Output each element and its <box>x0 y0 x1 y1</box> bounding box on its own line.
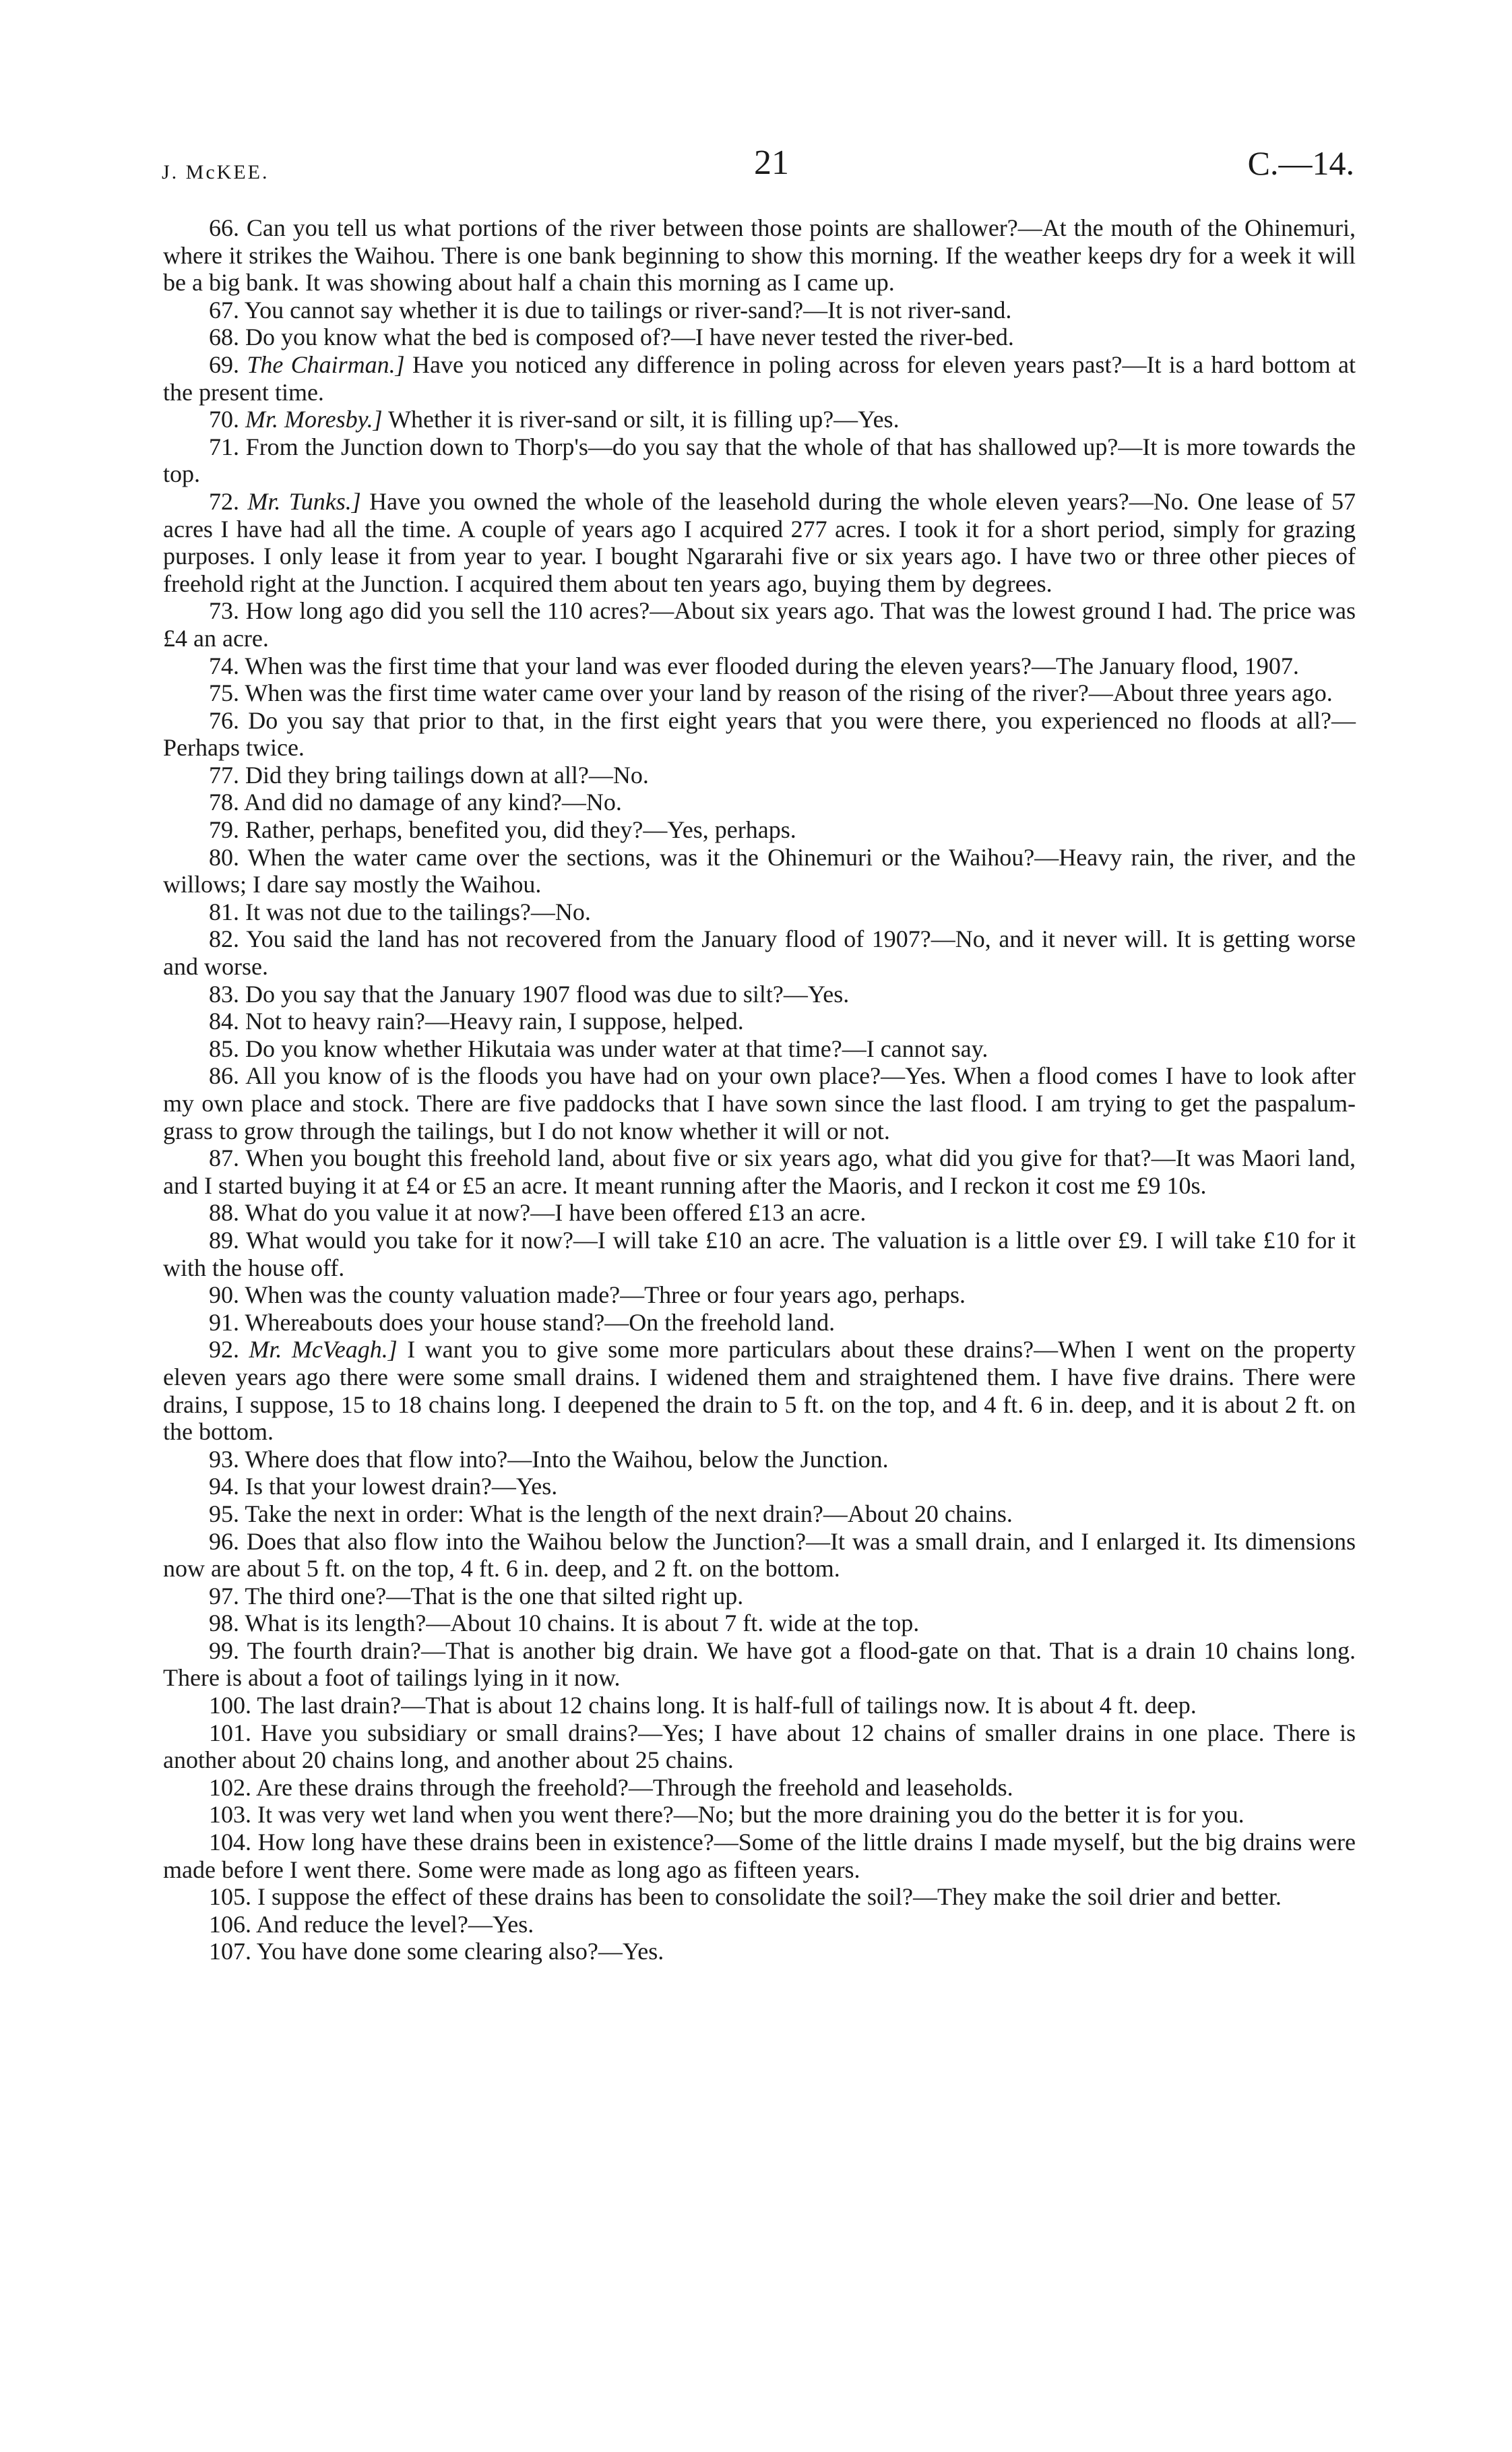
question-number: 70. <box>209 406 239 433</box>
question-answer-text: Rather, perhaps, benefited you, did they?—Yes, perhaps. <box>245 816 796 844</box>
question-answer-paragraph <box>163 844 1356 898</box>
question-answer-paragraph <box>163 1500 1356 1528</box>
question-number: 87. <box>209 1144 239 1172</box>
question-number: 71. <box>209 433 239 460</box>
question-answer-paragraph <box>163 1528 1356 1583</box>
question-answer-text: How long ago did you sell the 110 acres?—About six years ago. That was the lowest ground I had. The price was £4 an acre. <box>163 597 1356 652</box>
question-number: 72. <box>209 487 239 515</box>
question-answer-text: Take the next in order: What is the length of the next drain?—About 20 chains. <box>245 1500 1013 1527</box>
question-number: 92. <box>209 1336 239 1363</box>
question-answer-text: Do you know whether Hikutaia was under water at that time?—I cannot say. <box>245 1035 988 1062</box>
question-answer-text: Whereabouts does your house stand?—On the freehold land. <box>245 1308 836 1336</box>
question-answer-text: How long have these drains been in existence?—Some of the little drains I made myself, but the big drains were made before I went there. Some were made as long ago as fifteen years. <box>163 1829 1356 1883</box>
question-number: 106. <box>209 1910 251 1938</box>
question-number: 83. <box>209 980 239 1008</box>
question-answer-text: Are these drains through the freehold?—Through the freehold and leaseholds. <box>256 1773 1013 1801</box>
question-answer-text: Do you know what the bed is composed of?—I have never tested the river-bed. <box>245 324 1014 351</box>
question-number: 81. <box>209 898 239 925</box>
question-answer-text: All you know of is the floods you have had on your own place?—Yes. When a flood comes I have to look after my own place and stock. There are five paddocks that I have sown since the last flood. I am trying to get the paspalum-grass to grow through the tailings, but I do not know whether it will or not. <box>163 1062 1356 1144</box>
question-answer-text: The last drain?—That is about 12 chains long. It is half-full of tailings now. It is about 4 ft. deep. <box>257 1692 1197 1719</box>
question-answer-paragraph <box>163 816 1356 844</box>
question-number: 95. <box>209 1500 239 1527</box>
question-number: 102. <box>209 1773 251 1801</box>
question-answer-paragraph <box>163 597 1356 652</box>
question-answer-text: You have done some clearing also?—Yes. <box>256 1938 664 1965</box>
question-answer-paragraph <box>163 1938 1356 1965</box>
question-answer-text: It was not due to the tailings?—No. <box>245 898 591 925</box>
question-answer-paragraph <box>163 1199 1356 1227</box>
question-answer-paragraph <box>163 1062 1356 1144</box>
question-answer-paragraph <box>163 1610 1356 1637</box>
question-answer-paragraph <box>163 1829 1356 1883</box>
question-answer-paragraph <box>163 406 1356 433</box>
question-answer-text: It was very wet land when you went there?—No; but the more draining you do the better it is for you. <box>257 1801 1245 1829</box>
question-number: 99. <box>209 1636 239 1664</box>
question-answer-paragraph <box>163 1883 1356 1911</box>
testimony-body <box>163 214 1356 1965</box>
question-answer-paragraph <box>163 351 1356 406</box>
question-answer-text: Not to heavy rain?—Heavy rain, I suppose, helped. <box>245 1008 744 1035</box>
speaker-name: Mr. McVeagh.] <box>249 1336 398 1363</box>
question-answer-paragraph <box>163 1473 1356 1500</box>
question-number: 84. <box>209 1008 239 1035</box>
question-answer-text: Can you tell us what portions of the river between those points are shallower?—At the mouth of the Ohinemuri, where it strikes the Waihou. There is one bank beginning to show this morning. If the weather keeps dry for a week it will be a big bank. It was showing about half a chain this morning as I came up. <box>163 214 1356 297</box>
question-answer-text: When you bought this freehold land, about five or six years ago, what did you give for that?—It was Maori land, and I started buying it at £4 or £5 an acre. It meant running after the Maoris, and I reckon it cost me £9 10s. <box>163 1144 1356 1199</box>
question-answer-paragraph <box>163 1637 1356 1692</box>
question-number: 82. <box>209 925 239 953</box>
question-number: 73. <box>209 597 239 625</box>
question-answer-text: When the water came over the sections, was it the Ohinemuri or the Waihou?—Heavy rain, the river, and the willows; I dare say mostly the Waihou. <box>163 843 1356 898</box>
question-answer-text: When was the first time water came over your land by reason of the rising of the river?—About three years ago. <box>245 679 1333 707</box>
question-answer-text: Do you say that the January 1907 flood was due to silt?—Yes. <box>245 980 850 1008</box>
question-answer-text: Is that your lowest drain?—Yes. <box>245 1473 558 1500</box>
question-number: 88. <box>209 1199 239 1227</box>
question-answer-text: What do you value it at now?—I have been offered £13 an acre. <box>245 1199 867 1227</box>
question-answer-paragraph <box>163 1281 1356 1309</box>
question-answer-text: You cannot say whether it is due to tailings or river-sand?—It is not river-sand. <box>244 296 1012 324</box>
question-number: 80. <box>209 843 239 871</box>
witness-name-header: J. McKEE. <box>162 161 270 183</box>
question-answer-text: What would you take for it now?—I will take £10 an acre. The valuation is a little over £9. I will take £10 for it with the house off. <box>163 1226 1356 1281</box>
question-number: 85. <box>209 1035 239 1062</box>
question-answer-paragraph <box>163 1227 1356 1281</box>
question-answer-paragraph <box>163 214 1356 297</box>
question-answer-text: Have you owned the whole of the leasehold during the whole eleven years?—No. One lease of 57 acres I have had all the time. A couple of years ago I acquired 277 acres. I took it for a short period, simply for grazing purposes. I only lease it from year to year. I bought Ngararahi five or six years ago. I have two or three other pieces of freehold right at the Junction. I acquired them about ten years ago, buying them by degrees. <box>163 487 1356 597</box>
question-number: 79. <box>209 816 239 844</box>
speaker-name: The Chairman.] <box>247 350 405 378</box>
question-answer-text: And did no damage of any kind?—No. <box>244 789 622 816</box>
question-number: 69. <box>209 350 239 378</box>
question-answer-text: Have you noticed any difference in poling across for eleven years past?—It is a hard bottom at the present time. <box>163 350 1356 406</box>
question-answer-paragraph <box>163 898 1356 926</box>
page-number: 21 <box>754 144 789 182</box>
question-answer-paragraph <box>163 297 1356 324</box>
question-answer-paragraph <box>163 1446 1356 1473</box>
question-number: 86. <box>209 1062 239 1090</box>
speaker-name: Mr. Moresby.] <box>245 406 383 433</box>
question-answer-text: The fourth drain?—That is another big drain. We have got a flood-gate on that. That is a drain 10 chains long. There is about a foot of tailings lying in it now. <box>163 1636 1356 1692</box>
question-answer-paragraph <box>163 1035 1356 1063</box>
question-answer-text: What is its length?—About 10 chains. It is about 7 ft. wide at the top. <box>245 1610 920 1637</box>
speaker-name: Mr. Tunks.] <box>247 487 361 515</box>
question-number: 89. <box>209 1226 239 1254</box>
question-number: 97. <box>209 1582 239 1610</box>
question-answer-text: When was the county valuation made?—Three or four years ago, perhaps. <box>245 1281 966 1309</box>
question-answer-paragraph <box>163 1144 1356 1199</box>
question-number: 74. <box>209 652 239 679</box>
question-answer-paragraph <box>163 1801 1356 1829</box>
question-answer-paragraph <box>163 652 1356 680</box>
question-answer-paragraph <box>163 925 1356 980</box>
question-number: 67. <box>209 296 239 324</box>
question-number: 75. <box>209 679 239 707</box>
question-answer-text: Whether it is river-sand or silt, it is filling up?—Yes. <box>388 406 900 433</box>
question-number: 68. <box>209 324 239 351</box>
question-answer-text: When was the first time that your land was ever flooded during the eleven years?—The January flood, 1907. <box>245 652 1299 679</box>
question-answer-paragraph <box>163 433 1356 488</box>
question-number: 101. <box>209 1719 251 1746</box>
question-number: 91. <box>209 1308 239 1336</box>
question-number: 77. <box>209 761 239 789</box>
question-number: 103. <box>209 1801 251 1829</box>
question-answer-text: Have you subsidiary or small drains?—Yes; I have about 12 chains of smaller drains in one place. There is another about 20 chains long, and another about 25 chains. <box>163 1719 1356 1774</box>
question-answer-paragraph <box>163 707 1356 762</box>
question-number: 76. <box>209 706 239 734</box>
question-answer-text: I want you to give some more particulars about these drains?—When I went on the property eleven years ago there were some small drains. I widened them and straightened them. I have five drains. There were drains, I suppose, 15 to 18 chains long. I deepened the drain to 5 ft. on the top, and 4 ft. 6 in. deep, and it is about 2 ft. on the bottom. <box>163 1336 1356 1446</box>
question-number: 66. <box>209 214 239 241</box>
question-answer-text: I suppose the effect of these drains has been to consolidate the soil?—They make the soil drier and better. <box>257 1883 1282 1911</box>
question-number: 104. <box>209 1829 251 1856</box>
question-answer-paragraph <box>163 1583 1356 1610</box>
question-answer-text: Where does that flow into?—Into the Waihou, below the Junction. <box>245 1445 889 1473</box>
question-answer-paragraph <box>163 981 1356 1008</box>
question-answer-paragraph <box>163 1719 1356 1774</box>
question-number: 100. <box>209 1692 251 1719</box>
question-number: 107. <box>209 1938 251 1965</box>
question-answer-paragraph <box>163 1008 1356 1035</box>
question-answer-paragraph <box>163 1336 1356 1445</box>
question-answer-text: Does that also flow into the Waihou below the Junction?—It was a small drain, and I enlarged it. Its dimensions now are about 5 ft. on the top, 4 ft. 6 in. deep, and 2 ft. on the bottom. <box>163 1527 1356 1583</box>
question-answer-text: From the Junction down to Thorp's—do you say that the whole of that has shallowed up?—It is more towards the top. <box>163 433 1356 488</box>
question-number: 78. <box>209 789 239 816</box>
question-number: 105. <box>209 1883 251 1911</box>
question-answer-paragraph <box>163 488 1356 597</box>
question-answer-paragraph <box>163 1692 1356 1719</box>
question-answer-paragraph <box>163 762 1356 789</box>
question-answer-paragraph <box>163 324 1356 351</box>
question-answer-text: And reduce the level?—Yes. <box>256 1910 534 1938</box>
question-answer-text: The third one?—That is the one that silted right up. <box>245 1582 744 1610</box>
question-number: 96. <box>209 1527 239 1555</box>
question-answer-paragraph <box>163 1911 1356 1938</box>
question-answer-text: You said the land has not recovered from the January flood of 1907?—No, and it never will. It is getting worse and worse. <box>163 925 1356 981</box>
question-answer-text: Do you say that prior to that, in the first eight years that you were there, you experienced no floods at all?—Perhaps twice. <box>163 706 1356 762</box>
question-answer-paragraph <box>163 679 1356 707</box>
question-number: 98. <box>209 1610 239 1637</box>
question-number: 94. <box>209 1473 239 1500</box>
document-reference: C.—14. <box>1247 144 1354 182</box>
question-number: 90. <box>209 1281 239 1309</box>
question-answer-paragraph <box>163 1774 1356 1802</box>
question-answer-paragraph <box>163 789 1356 816</box>
question-number: 93. <box>209 1445 239 1473</box>
question-answer-paragraph <box>163 1309 1356 1337</box>
question-answer-text: Did they bring tailings down at all?—No. <box>245 761 649 789</box>
